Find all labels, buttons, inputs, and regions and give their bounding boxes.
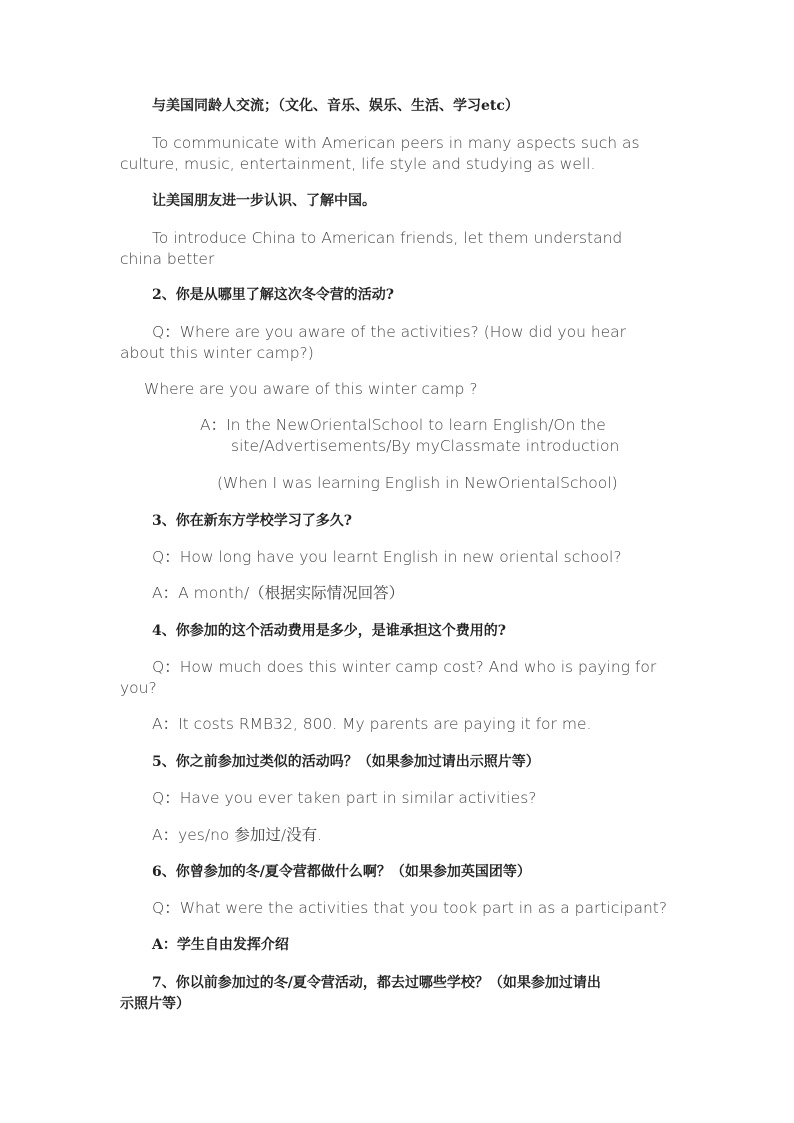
answer-5: A：yes/no 参加过/没有. xyxy=(152,826,322,844)
question-2-alt: Where are you aware of this winter camp ? xyxy=(144,380,478,398)
paragraph-china-cn: 让美国朋友进一步认识、了解中国。 xyxy=(152,193,376,209)
question-6-en: Q：What were the activities that you took part in as a participant? xyxy=(152,899,668,917)
question-4-en: Q：How much does this winter camp cost? And who is paying for you? xyxy=(120,658,657,697)
question-5-cn: 5、你之前参加过类似的活动吗？（如果参加过请出示照片等） xyxy=(152,754,540,770)
question-3-cn: 3、你在新东方学校学习了多久? xyxy=(152,513,352,529)
question-3-en: Q：How long have you learnt English in new oriental school? xyxy=(152,548,622,566)
question-2-cn: 2、你是从哪里了解这次冬令营的活动? xyxy=(152,287,394,303)
answer-3: A：A month/（根据实际情况回答） xyxy=(152,584,405,602)
question-5-en: Q：Have you ever taken part in similar activities? xyxy=(152,789,537,807)
paragraph-exchange-en: To communicate with American peers in many aspects such as culture, music, entertainment, life style and studying as well. xyxy=(120,134,640,173)
answer-6: A：学生自由发挥介绍 xyxy=(152,937,289,953)
question-7-cn: 7、你以前参加过的冬/夏令营活动，都去过哪些学校？（如果参加过请出 示照片等） xyxy=(120,975,601,1012)
question-6-cn: 6、你曾参加的冬/夏令营都做什么啊？（如果参加英国团等） xyxy=(152,864,531,880)
answer-2: A：In the NewOrientalSchool to learn English/On the site/Advertisements/By myClassmate introduction xyxy=(200,416,620,455)
paragraph-exchange-cn: 与美国同龄人交流；（文化、音乐、娱乐、生活、学习etc） xyxy=(152,98,519,114)
paragraph-china-en: To introduce China to American friends, let them understand china better xyxy=(120,229,623,268)
answer-2-note: (When I was learning English in NewOrientalSchool) xyxy=(217,474,618,492)
question-4-cn: 4、你参加的这个活动费用是多少，是谁承担这个费用的? xyxy=(152,623,506,639)
answer-4: A：It costs RMB32, 800. My parents are paying it for me. xyxy=(152,715,592,733)
question-2-en: Q：Where are you aware of the activities? (How did you hear about this winter camp?) xyxy=(120,323,627,362)
